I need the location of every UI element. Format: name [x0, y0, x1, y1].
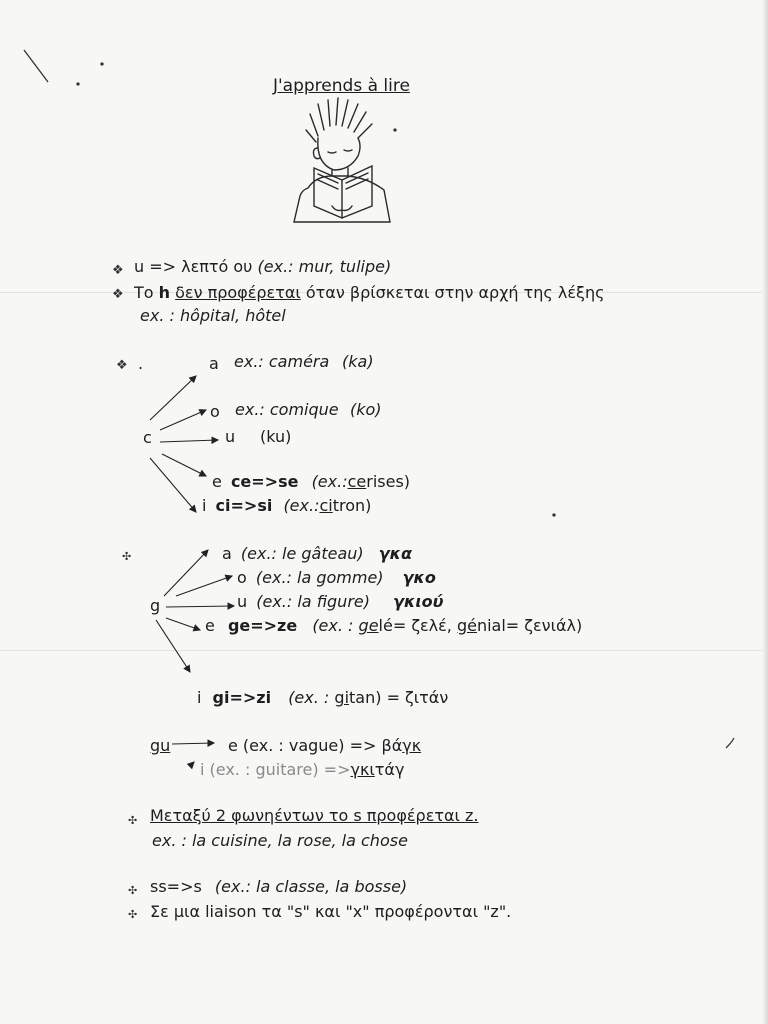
rule-u-main: u => λεπτό ου	[134, 257, 253, 276]
g-e-vowel: e	[205, 616, 215, 635]
g-e-example-mid: lé= ζελέ,	[378, 616, 452, 635]
g-to-o-arrow-icon	[176, 576, 232, 596]
c-o-example: ex.: comique	[235, 400, 339, 419]
c-e-rule: ce=>se	[230, 472, 299, 491]
rule-h-letter: h	[158, 283, 171, 302]
g-to-e-arrow-icon	[166, 618, 200, 630]
gu-e-underlined: γκ	[402, 736, 422, 755]
c-to-o-arrow-icon	[160, 410, 206, 430]
g-e-rule: ge=>ze	[227, 616, 298, 635]
gu-rule-root: gu	[150, 736, 171, 755]
c-to-a-arrow-icon	[150, 376, 196, 420]
g-e-example-underlined-2: gé	[456, 616, 477, 635]
diamond-bullet-icon: ✣	[122, 550, 132, 563]
g-a-vowel: a	[222, 544, 232, 563]
g-i-example-underlined: gi	[334, 688, 350, 707]
c-to-u-arrow-icon	[160, 440, 218, 442]
diamond-bullet-icon: ❖	[112, 263, 124, 278]
g-o-vowel: o	[237, 568, 247, 587]
c-o-pronunciation: (ko)	[350, 400, 382, 419]
gu-to-e-arrow-icon	[172, 743, 214, 744]
gu-e-text: e (ex. : vague) => βά	[228, 736, 403, 755]
c-i-vowel: i	[202, 496, 207, 515]
c-i-rule: ci=>si	[215, 496, 273, 515]
diamond-bullet-icon: ❖	[116, 358, 128, 373]
c-o-vowel: o	[210, 402, 220, 421]
gu-i-text: i (ex. : guitare) =>	[200, 760, 351, 779]
rule-h-underlined: δεν προφέρεται	[175, 283, 301, 302]
c-u-pronunciation: (ku)	[260, 427, 292, 446]
liaison-rule: Σε μια liaison τα "s" και "x" προφέρονται "z".	[150, 902, 512, 921]
rule-u-example: (ex.: mur, tulipe)	[257, 257, 392, 276]
g-o-example: (ex.: la gomme)	[255, 568, 384, 587]
diamond-bullet-icon: ❖	[112, 287, 124, 302]
g-i-example-pre: (ex. :	[288, 688, 330, 707]
c-i-example-post: tron)	[332, 496, 372, 515]
c-rule-root: c	[143, 428, 152, 447]
c-e-vowel: e	[212, 472, 222, 491]
g-u-example: (ex.: la figure)	[256, 592, 370, 611]
g-a-example: (ex.: le gâteau)	[240, 544, 364, 563]
g-e-example-pre: (ex. :	[312, 616, 354, 635]
gu-i-post: τάγ	[374, 760, 405, 779]
g-to-u-arrow-icon	[166, 606, 234, 607]
g-e-example-post: nial= ζενιάλ)	[476, 616, 583, 635]
ss-rule-main: ss=>s	[150, 877, 202, 896]
c-e-example-underlined: ce	[347, 472, 367, 491]
rule-h-to: Το	[134, 283, 154, 302]
diamond-bullet-icon: ✣	[128, 884, 138, 897]
g-to-i-arrow-icon	[156, 620, 190, 672]
c-i-example-underlined: ci	[319, 496, 333, 515]
rule-h-rest: όταν βρίσκεται στην αρχή της λέξης	[305, 283, 605, 302]
g-i-rule: gi=>zi	[212, 688, 272, 707]
ss-rule-example: (ex.: la classe, la bosse)	[214, 877, 408, 896]
c-e-example-pre: (ex.:	[311, 472, 348, 491]
page-title: J'apprends à lire	[273, 76, 410, 96]
c-a-pronunciation: (ka)	[342, 352, 374, 371]
scan-marks	[24, 50, 734, 748]
g-to-a-arrow-icon	[164, 550, 208, 596]
c-u-vowel: u	[225, 427, 236, 446]
diamond-bullet-icon: ✣	[128, 814, 138, 827]
g-u-vowel: u	[237, 592, 248, 611]
g-rule-root: g	[150, 596, 161, 615]
c-e-example-post: rises)	[366, 472, 411, 491]
c-to-i-arrow-icon	[150, 458, 196, 512]
g-e-example-underlined-1: ge	[358, 616, 379, 635]
rule-h-example: ex. : hôpital, hôtel	[140, 306, 286, 325]
g-o-greek: γκο	[402, 568, 436, 587]
g-i-example-post: tan) = ζιτάν	[349, 688, 449, 707]
diamond-bullet-icon: ✣	[128, 908, 138, 921]
c-a-example: ex.: caméra	[234, 352, 330, 371]
c-to-e-arrow-icon	[162, 454, 206, 476]
gu-to-i-arrow-icon	[192, 762, 194, 764]
g-a-greek: γκα	[378, 544, 413, 563]
c-rule-dot: .	[138, 354, 144, 373]
g-u-greek: γκιού	[393, 592, 444, 611]
c-i-example-pre: (ex.:	[283, 496, 320, 515]
gu-i-underlined: γκι	[350, 760, 375, 779]
c-a-vowel: a	[209, 354, 219, 373]
s-rule-main: Μεταξύ 2 φωνηέντων το s προφέρεται z.	[150, 806, 479, 825]
s-rule-example: ex. : la cuisine, la rose, la chose	[152, 831, 408, 850]
g-i-vowel: i	[197, 688, 202, 707]
